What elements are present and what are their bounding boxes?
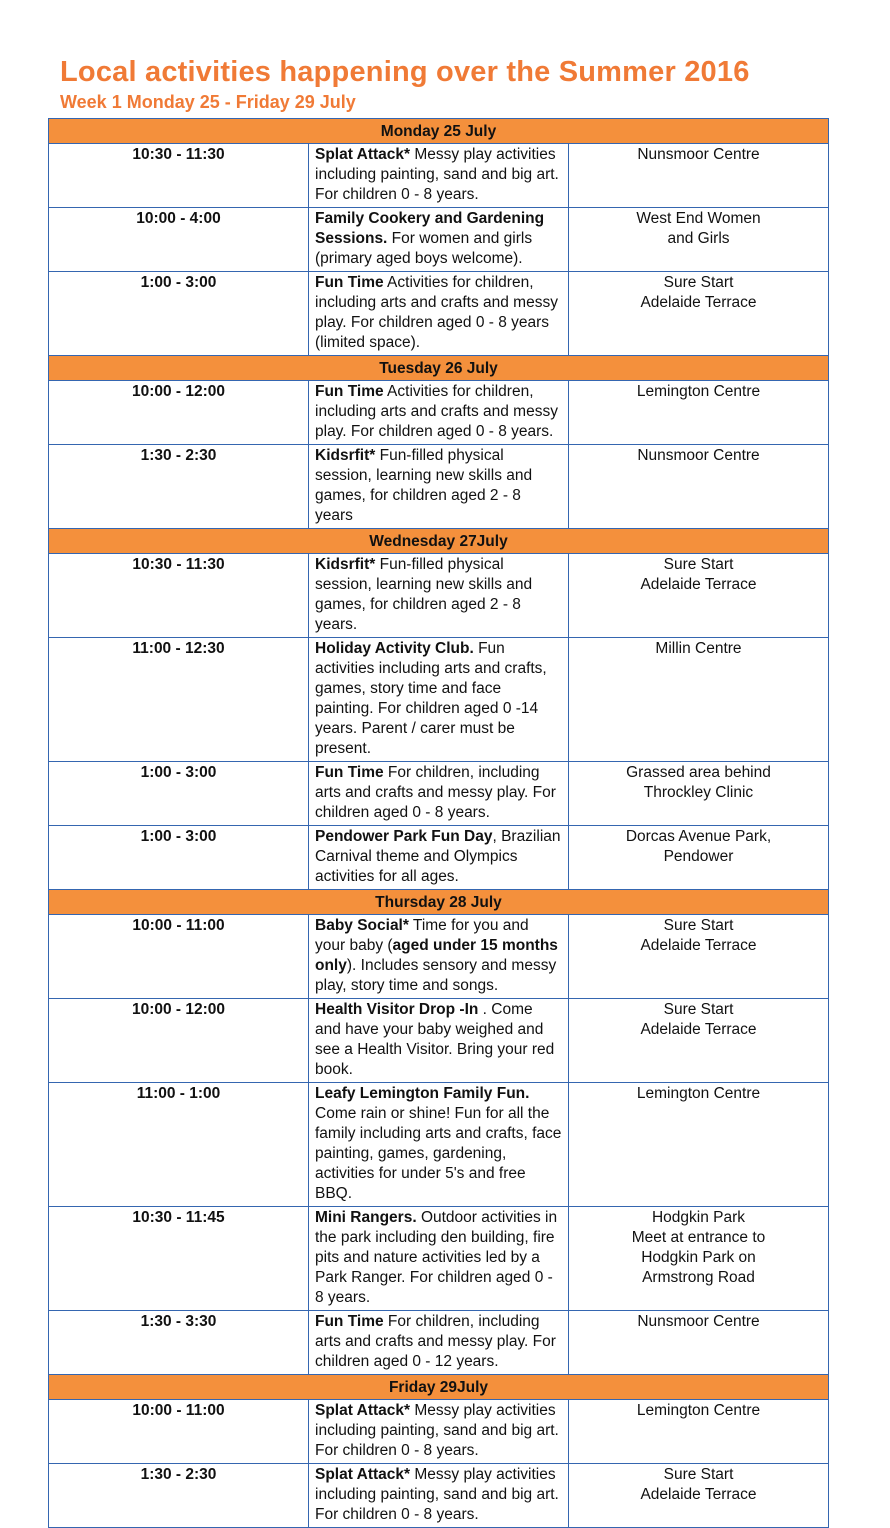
- activity-title: Splat Attack*: [315, 1402, 411, 1419]
- activity-row: [49, 445, 829, 529]
- day-header-row: [49, 119, 829, 144]
- day-header-row: [49, 356, 829, 381]
- activity-venue: [569, 1464, 829, 1528]
- venue-line: Throckley Clinic: [643, 784, 754, 801]
- activity-description: [309, 1400, 569, 1464]
- activity-description: [309, 1464, 569, 1528]
- activity-details: . Come and have your baby weighed and see a Health Visitor. Bring your red book.: [315, 1001, 555, 1078]
- activity-venue: [569, 999, 829, 1083]
- activity-row: [49, 762, 829, 826]
- activity-time: 10:00 - 4:00: [49, 208, 309, 272]
- venue-line: Armstrong Road: [642, 1269, 755, 1286]
- activity-title: Kidsrfit*: [315, 447, 376, 464]
- activity-description: [309, 1083, 569, 1207]
- activity-emphasis: aged under 15 months only: [315, 937, 558, 974]
- activity-description: [309, 638, 569, 762]
- activity-venue: [569, 1207, 829, 1311]
- venue-line: Adelaide Terrace: [640, 1486, 757, 1503]
- activity-title: Holiday Activity Club.: [315, 640, 474, 657]
- day-header: Wednesday 27July: [49, 529, 829, 554]
- activity-time: 1:30 - 3:30: [49, 1311, 309, 1375]
- day-header: Friday 29July: [49, 1375, 829, 1400]
- activity-details: Fun-filled physical session, learning new skills and games, for children aged 2 - 8 years: [315, 447, 533, 524]
- activity-description: [309, 445, 569, 529]
- activity-description: [309, 208, 569, 272]
- activity-time: 10:30 - 11:30: [49, 144, 309, 208]
- activity-time: 1:00 - 3:00: [49, 272, 309, 356]
- activity-row: [49, 554, 829, 638]
- activity-time: 11:00 - 12:30: [49, 638, 309, 762]
- activity-details: Fun-filled physical session, learning new skills and games, for children aged 2 - 8 years.: [315, 556, 533, 633]
- day-header: Tuesday 26 July: [49, 356, 829, 381]
- page-subtitle: Week 1 Monday 25 - Friday 29 July: [60, 92, 356, 112]
- venue-line: Adelaide Terrace: [640, 576, 757, 593]
- activity-details: Activities for children, including arts and crafts and messy play. For children aged 0 - 8 years.: [315, 383, 558, 440]
- activity-description: [309, 1311, 569, 1375]
- activity-details: Activities for children, including arts and crafts and messy play. For children aged 0 - 8 years (limited space).: [315, 274, 558, 351]
- activity-description: [309, 381, 569, 445]
- activity-description: [309, 762, 569, 826]
- activity-row: [49, 1400, 829, 1464]
- activity-venue: [569, 638, 829, 762]
- activity-details: Messy play activities including painting, sand and big art. For children 0 - 8 years.: [315, 146, 559, 203]
- activity-time: 1:30 - 2:30: [49, 1464, 309, 1528]
- venue-line: Hodgkin Park on: [641, 1249, 756, 1266]
- activity-title: Kidsrfit*: [315, 556, 376, 573]
- activity-time: 10:00 - 11:00: [49, 915, 309, 999]
- activity-row: [49, 272, 829, 356]
- activity-row: [49, 1464, 829, 1528]
- activity-time: 11:00 - 1:00: [49, 1083, 309, 1207]
- activity-row: [49, 1311, 829, 1375]
- activity-title: Fun Time: [315, 1313, 384, 1330]
- activity-time: 10:30 - 11:45: [49, 1207, 309, 1311]
- venue-line: Sure Start: [663, 556, 734, 573]
- venue-line: Lemington Centre: [636, 383, 761, 400]
- activity-details: Come rain or shine! Fun for all the family including arts and crafts, face painting, games, gardening, activities for under 5's and free BBQ.: [315, 1105, 562, 1202]
- activity-venue: [569, 381, 829, 445]
- activity-description: [309, 915, 569, 999]
- venue-line: Adelaide Terrace: [640, 1021, 757, 1038]
- activity-title: Fun Time: [315, 274, 384, 291]
- day-header: Thursday 28 July: [49, 890, 829, 915]
- activity-details: Messy play activities including painting, sand and big art. For children 0 - 8 years.: [315, 1402, 559, 1459]
- activity-description: [309, 1207, 569, 1311]
- activity-venue: [569, 272, 829, 356]
- activity-row: [49, 144, 829, 208]
- activity-time: 10:00 - 12:00: [49, 381, 309, 445]
- activity-title: Pendower Park Fun Day: [315, 828, 493, 845]
- venue-line: Adelaide Terrace: [640, 294, 757, 311]
- activity-description: [309, 999, 569, 1083]
- activity-description: [309, 272, 569, 356]
- activity-time: 1:30 - 2:30: [49, 445, 309, 529]
- venue-line: Nunsmoor Centre: [637, 146, 760, 163]
- activity-title: Mini Rangers.: [315, 1209, 417, 1226]
- venue-line: Sure Start: [663, 1001, 734, 1018]
- activity-venue: [569, 554, 829, 638]
- activity-row: [49, 826, 829, 890]
- activity-description: [309, 144, 569, 208]
- activity-time: 10:00 - 11:00: [49, 1400, 309, 1464]
- venue-line: West End Women: [636, 210, 761, 227]
- activity-row: [49, 999, 829, 1083]
- activity-venue: [569, 1400, 829, 1464]
- venue-line: Nunsmoor Centre: [637, 1313, 760, 1330]
- activity-row: [49, 208, 829, 272]
- activity-schedule-table: [48, 118, 829, 1528]
- activity-details: Messy play activities including painting, sand and big art. For children 0 - 8 years.: [315, 1466, 559, 1523]
- activity-time: 1:00 - 3:00: [49, 826, 309, 890]
- activity-venue: [569, 915, 829, 999]
- activity-details-cont: ). Includes sensory and messy play, story time and songs.: [315, 957, 557, 994]
- activity-title: Splat Attack*: [315, 146, 411, 163]
- activity-details: , Brazilian Carnival theme and Olympics activities for all ages.: [315, 828, 561, 885]
- venue-line: Nunsmoor Centre: [637, 447, 760, 464]
- venue-line: Dorcas Avenue Park,: [625, 828, 772, 845]
- activity-row: [49, 638, 829, 762]
- venue-line: Sure Start: [663, 1466, 734, 1483]
- activity-title: Health Visitor Drop -In: [315, 1001, 479, 1018]
- activity-title: Fun Time: [315, 764, 384, 781]
- activity-row: [49, 915, 829, 999]
- activity-row: [49, 1207, 829, 1311]
- venue-line: Hodgkin Park: [651, 1209, 746, 1226]
- activity-details: Outdoor activities in the park including den building, fire pits and nature activities led by a Park Ranger. For children aged 0 - 8 years.: [315, 1209, 558, 1306]
- activity-title: Leafy Lemington Family Fun.: [315, 1085, 530, 1102]
- activity-description: [309, 826, 569, 890]
- activity-venue: [569, 1311, 829, 1375]
- venue-line: Sure Start: [663, 274, 734, 291]
- schedule-body: [49, 119, 829, 1528]
- venue-line: Sure Start: [663, 917, 734, 934]
- venue-line: Meet at entrance to: [631, 1229, 766, 1246]
- activity-row: [49, 381, 829, 445]
- activity-venue: [569, 762, 829, 826]
- activity-title: Baby Social*: [315, 917, 409, 934]
- venue-line: Lemington Centre: [636, 1402, 761, 1419]
- venue-line: and Girls: [667, 230, 730, 247]
- activity-venue: [569, 208, 829, 272]
- day-header-row: [49, 1375, 829, 1400]
- activity-details: Time for you and your baby (: [315, 917, 529, 954]
- activity-details: Fun activities including arts and crafts, games, story time and face painting. For children aged 0 -14 years. Parent / carer must be present.: [315, 640, 547, 757]
- activity-time: 10:00 - 12:00: [49, 999, 309, 1083]
- page-title: Local activities happening over the Summer 2016: [60, 56, 750, 88]
- activity-title: Fun Time: [315, 383, 384, 400]
- venue-line: Millin Centre: [655, 640, 742, 657]
- activity-time: 10:30 - 11:30: [49, 554, 309, 638]
- day-header: Monday 25 July: [49, 119, 829, 144]
- venue-line: Adelaide Terrace: [640, 937, 757, 954]
- activity-title: Splat Attack*: [315, 1466, 411, 1483]
- activity-details: For women and girls (primary aged boys welcome).: [315, 230, 533, 267]
- day-header-row: [49, 529, 829, 554]
- activity-venue: [569, 826, 829, 890]
- venue-line: Grassed area behind: [626, 764, 771, 781]
- activity-venue: [569, 144, 829, 208]
- activity-description: [309, 554, 569, 638]
- activity-row: [49, 1083, 829, 1207]
- activity-details: For children, including arts and crafts and messy play. For children aged 0 - 8 years.: [315, 764, 556, 821]
- activity-time: 1:00 - 3:00: [49, 762, 309, 826]
- day-header-row: [49, 890, 829, 915]
- activity-title: Family Cookery and Gardening Sessions.: [315, 210, 545, 247]
- venue-line: Pendower: [663, 848, 734, 865]
- activity-venue: [569, 445, 829, 529]
- venue-line: Lemington Centre: [636, 1085, 761, 1102]
- activity-details: For children, including arts and crafts and messy play. For children aged 0 - 12 years.: [315, 1313, 556, 1370]
- activity-venue: [569, 1083, 829, 1207]
